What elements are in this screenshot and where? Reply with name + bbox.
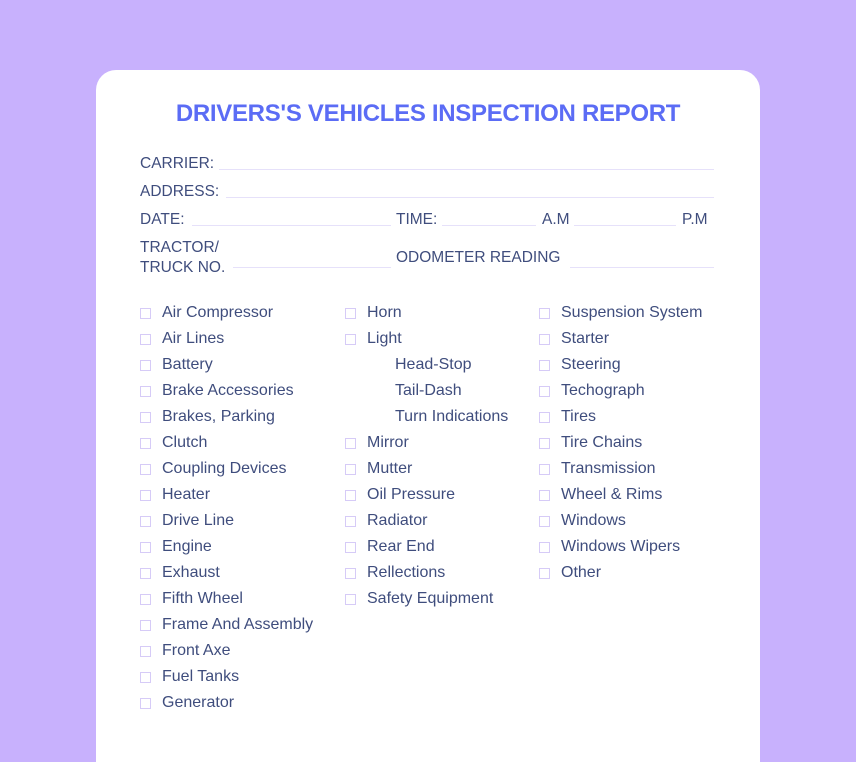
checkbox-icon[interactable] bbox=[345, 594, 356, 605]
checkbox-icon[interactable] bbox=[140, 646, 151, 657]
checkbox-icon[interactable] bbox=[539, 568, 550, 579]
checklist-item[interactable]: Rellections bbox=[345, 560, 508, 586]
checklist-item[interactable]: Battery bbox=[140, 352, 313, 378]
carrier-label: CARRIER: bbox=[140, 155, 215, 172]
address-field[interactable] bbox=[226, 197, 714, 198]
date-label: DATE: bbox=[140, 211, 185, 228]
checklist-item[interactable]: Fifth Wheel bbox=[140, 586, 313, 612]
checkbox-icon[interactable] bbox=[140, 334, 151, 345]
checklist-item[interactable]: Windows Wipers bbox=[539, 534, 702, 560]
checklist-item[interactable]: Exhaust bbox=[140, 560, 313, 586]
checklist-item[interactable]: Mirror bbox=[345, 430, 508, 456]
checklist-subitem: Turn Indications bbox=[395, 408, 509, 425]
checklist-item[interactable]: Coupling Devices bbox=[140, 456, 313, 482]
checkbox-icon[interactable] bbox=[345, 308, 356, 319]
time-pm-field[interactable] bbox=[574, 225, 676, 226]
tractor-label-line1: TRACTOR/ bbox=[140, 239, 219, 256]
checklist-subitem: Tail-Dash bbox=[395, 382, 462, 399]
checklist-item[interactable]: Steering bbox=[539, 352, 702, 378]
checkbox-icon[interactable] bbox=[539, 360, 550, 371]
checklist-item[interactable]: Mutter bbox=[345, 456, 508, 482]
checklist-subitem: Head-Stop bbox=[395, 356, 472, 373]
checkbox-icon[interactable] bbox=[140, 698, 151, 709]
checklist-item[interactable]: Radiator bbox=[345, 508, 508, 534]
checklist-item[interactable]: Techograph bbox=[539, 378, 702, 404]
checklist-column-2 bbox=[345, 300, 508, 612]
checklist-item[interactable]: Frame And Assembly bbox=[140, 612, 313, 638]
checkbox-icon[interactable] bbox=[345, 516, 356, 527]
checkbox-icon[interactable] bbox=[140, 360, 151, 371]
date-field[interactable] bbox=[192, 225, 391, 226]
checklist-item[interactable]: Brake Accessories bbox=[140, 378, 313, 404]
checklist-item[interactable]: Suspension System bbox=[539, 300, 702, 326]
checklist-column-1 bbox=[140, 300, 313, 716]
odometer-field[interactable] bbox=[570, 267, 714, 268]
checkbox-icon[interactable] bbox=[140, 594, 151, 605]
checkbox-icon[interactable] bbox=[345, 464, 356, 475]
checklist-item[interactable]: Windows bbox=[539, 508, 702, 534]
checkbox-icon[interactable] bbox=[140, 438, 151, 449]
checklist-item[interactable]: Light bbox=[345, 326, 508, 352]
tractor-label-line2: TRUCK NO. bbox=[140, 259, 226, 276]
checkbox-icon[interactable] bbox=[140, 672, 151, 683]
checkbox-icon[interactable] bbox=[345, 334, 356, 345]
checkbox-icon[interactable] bbox=[140, 464, 151, 475]
checkbox-icon[interactable] bbox=[140, 490, 151, 501]
carrier-field[interactable] bbox=[219, 169, 714, 170]
checkbox-icon[interactable] bbox=[539, 308, 550, 319]
checklist-item[interactable]: Engine bbox=[140, 534, 313, 560]
checklist-item[interactable]: Horn bbox=[345, 300, 508, 326]
checkbox-icon[interactable] bbox=[539, 542, 550, 553]
checklist-item[interactable]: Transmission bbox=[539, 456, 702, 482]
checkbox-icon[interactable] bbox=[140, 412, 151, 423]
checklist-item[interactable]: Drive Line bbox=[140, 508, 313, 534]
checkbox-icon[interactable] bbox=[539, 334, 550, 345]
odometer-label: ODOMETER READING bbox=[396, 249, 561, 266]
report-title: DRIVERS'S VEHICLES INSPECTION REPORT bbox=[175, 100, 681, 127]
checkbox-icon[interactable] bbox=[539, 438, 550, 449]
checkbox-icon[interactable] bbox=[140, 542, 151, 553]
address-label: ADDRESS: bbox=[140, 183, 220, 200]
time-label: TIME: bbox=[396, 211, 438, 228]
checklist-item[interactable]: Fuel Tanks bbox=[140, 664, 313, 690]
checkbox-icon[interactable] bbox=[539, 464, 550, 475]
checklist-item[interactable]: Other bbox=[539, 560, 702, 586]
checklist-item[interactable]: Wheel & Rims bbox=[539, 482, 702, 508]
checkbox-icon[interactable] bbox=[345, 568, 356, 579]
checklist-item[interactable]: Clutch bbox=[140, 430, 313, 456]
checklist-item[interactable]: Tires bbox=[539, 404, 702, 430]
checklist-item[interactable]: Brakes, Parking bbox=[140, 404, 313, 430]
checklist-item[interactable]: Safety Equipment bbox=[345, 586, 508, 612]
checklist-item[interactable]: Starter bbox=[539, 326, 702, 352]
checkbox-icon[interactable] bbox=[140, 516, 151, 527]
checklist-item[interactable]: Front Axe bbox=[140, 638, 313, 664]
checkbox-icon[interactable] bbox=[140, 620, 151, 631]
checkbox-icon[interactable] bbox=[140, 568, 151, 579]
checklist-item[interactable]: Heater bbox=[140, 482, 313, 508]
time-am-field[interactable] bbox=[442, 225, 536, 226]
checkbox-icon[interactable] bbox=[539, 516, 550, 527]
inspection-report-card bbox=[96, 70, 760, 762]
checklist-item[interactable]: Air Compressor bbox=[140, 300, 313, 326]
checkbox-icon[interactable] bbox=[345, 490, 356, 501]
checkbox-icon[interactable] bbox=[539, 386, 550, 397]
truck-number-field[interactable] bbox=[233, 267, 391, 268]
checklist-column-3 bbox=[539, 300, 702, 586]
checklist-item[interactable]: Oil Pressure bbox=[345, 482, 508, 508]
checkbox-icon[interactable] bbox=[539, 490, 550, 501]
checklist-item[interactable]: Rear End bbox=[345, 534, 508, 560]
checkbox-icon[interactable] bbox=[140, 308, 151, 319]
checkbox-icon[interactable] bbox=[345, 438, 356, 449]
checkbox-icon[interactable] bbox=[539, 412, 550, 423]
checkbox-icon[interactable] bbox=[345, 542, 356, 553]
checklist-item[interactable]: Tire Chains bbox=[539, 430, 702, 456]
checkbox-icon[interactable] bbox=[140, 386, 151, 397]
pm-label: P.M bbox=[682, 211, 708, 228]
am-label: A.M bbox=[542, 211, 570, 228]
checklist-item[interactable]: Generator bbox=[140, 690, 313, 716]
checklist-item[interactable]: Air Lines bbox=[140, 326, 313, 352]
